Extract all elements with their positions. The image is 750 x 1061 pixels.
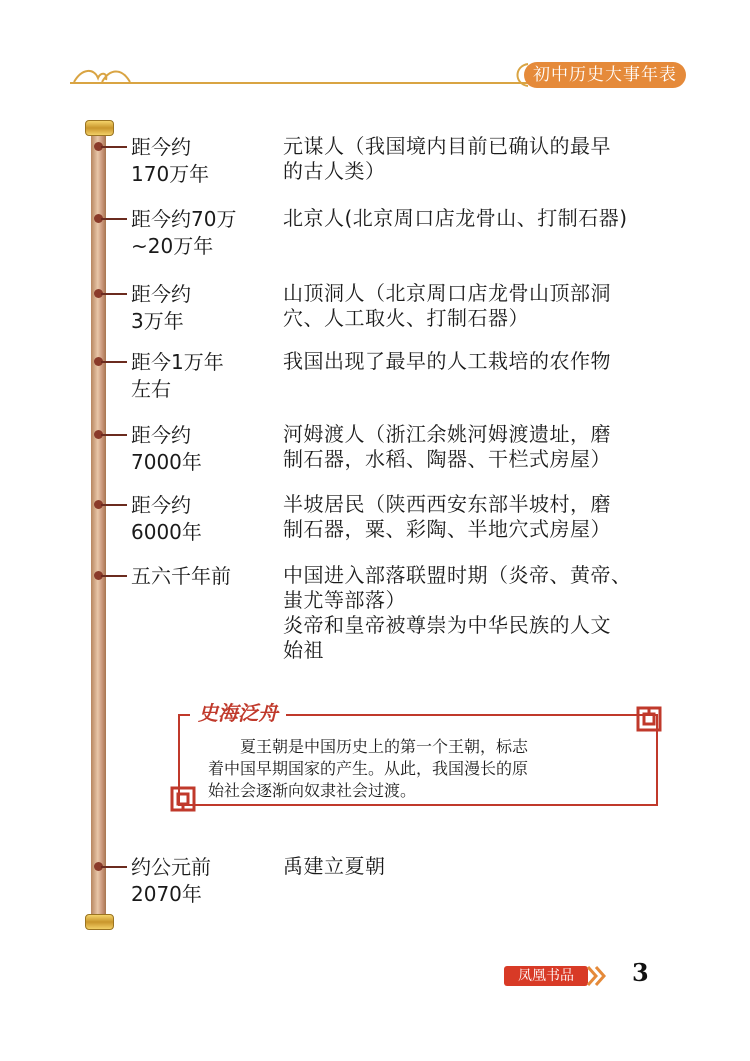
- entry-date: 约公元前 2070年: [131, 855, 211, 906]
- entry-date: 距今约 3万年: [131, 282, 191, 333]
- entry-event: 中国进入部落联盟时期（炎帝、黄帝、 蚩尤等部落） 炎帝和皇帝被尊崇为中华民族的人文 始祖: [283, 563, 632, 662]
- page-number: 3: [632, 958, 649, 987]
- entry-date: 距今约 7000年: [131, 423, 202, 474]
- chevron-right-icon: [586, 965, 612, 987]
- entry-date: 距今1万年 左右: [131, 350, 224, 401]
- header-rule: [70, 82, 550, 84]
- timeline-tick: [101, 575, 127, 577]
- timeline-tick: [101, 434, 127, 436]
- entry-date: 距今约70万 ~20万年: [131, 207, 237, 258]
- book-title-badge: 初中历史大事年表: [524, 62, 686, 88]
- entry-event: 北京人(北京周口店龙骨山、打制石器): [283, 206, 628, 230]
- timeline-scroll-bar: [91, 132, 106, 918]
- scroll-cap-bottom: [85, 914, 114, 930]
- timeline-tick: [101, 361, 127, 363]
- entry-event: 半坡居民（陕西西安东部半坡村，磨 制石器，粟、彩陶、半地穴式房屋）: [283, 492, 611, 541]
- publisher-badge: 凤凰书品: [504, 966, 588, 986]
- scroll-cap-top: [85, 120, 114, 136]
- entry-event: 禹建立夏朝: [283, 854, 386, 878]
- chinese-knot-icon: [636, 706, 662, 732]
- entry-event: 我国出现了最早的人工栽培的农作物: [283, 349, 611, 373]
- entry-event: 元谋人（我国境内目前已确认的最早 的古人类）: [283, 134, 611, 183]
- history-note-title: 史海泛舟: [190, 700, 286, 726]
- history-note-text: 夏王朝是中国历史上的第一个王朝，标志 着中国早期国家的产生。从此，我国漫长的原 始社会逐渐向奴隶社会过渡。: [208, 737, 529, 800]
- entry-date: 距今约 170万年: [131, 135, 210, 186]
- entry-event: 山顶洞人（北京周口店龙骨山顶部洞 穴、人工取火、打制石器）: [283, 281, 611, 330]
- entry-event: 河姆渡人（浙江余姚河姆渡遗址，磨 制石器，水稻、陶器、干栏式房屋）: [283, 422, 611, 471]
- timeline-tick: [101, 293, 127, 295]
- timeline-tick: [101, 504, 127, 506]
- timeline-tick: [101, 218, 127, 220]
- timeline-tick: [101, 146, 127, 148]
- chinese-knot-icon: [170, 786, 196, 812]
- entry-date: 距今约 6000年: [131, 493, 202, 544]
- entry-date: 五六千年前: [131, 564, 231, 588]
- timeline-tick: [101, 866, 127, 868]
